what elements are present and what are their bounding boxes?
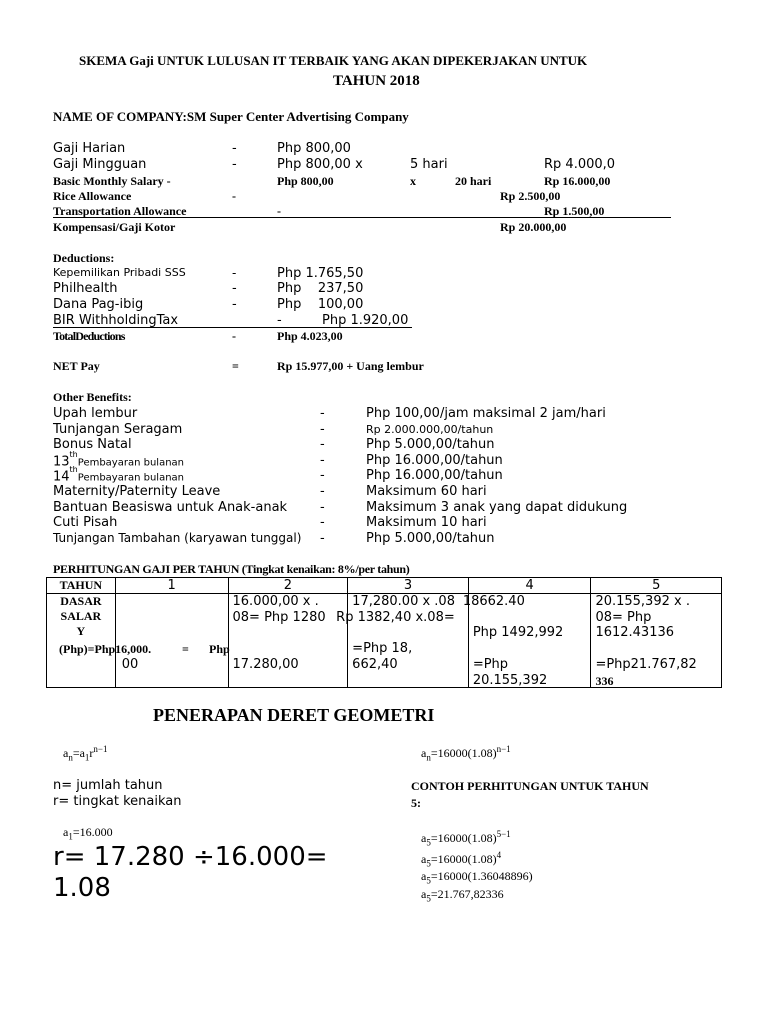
- deduction-pagibig: Dana Pag-ibig - Php 100,00: [53, 297, 364, 312]
- divider: [53, 327, 412, 328]
- r-computation-line2: 1.08: [53, 873, 111, 903]
- table-cell: 20.155,392 x . 08= Php 1612.43136 =Php21.767,82 336: [591, 594, 722, 688]
- benefit-item: Bantuan Beasiswa untuk Anak-anak - Maksimum 3 anak yang dapat didukung: [53, 500, 628, 515]
- deductions-heading: Deductions:: [53, 251, 115, 265]
- a1-value: $a_1=16.000$: [63, 825, 113, 842]
- table-cell: 16.000,00 x . 08= Php 1280 17.280,00: [228, 594, 348, 688]
- salary-transport: Transportation Allowance - Rp 1.500,00: [53, 204, 605, 218]
- benefit-item: 13thPembayaran bulanan - Php 16.000,00/tahun: [53, 450, 503, 470]
- deduction-philhealth: Philhealth - Php 237,50: [53, 281, 364, 296]
- salary-mingguan: Gaji Mingguan - Php 800,00 x 5 hari Rp 4.000,0: [53, 157, 616, 172]
- step-2: $a_5=16000(1.08)^4$: [421, 850, 502, 869]
- benefit-item: Upah lembur - Php 100,00/jam maksimal 2 jam/hari: [53, 406, 606, 421]
- company-name: NAME OF COMPANY:SM Super Center Advertising Company: [53, 109, 409, 124]
- benefit-item: Bonus Natal - Php 5.000,00/tahun: [53, 437, 495, 452]
- divider: [53, 217, 671, 218]
- deduction-sss: Kepemilikan Pribadi SSS - Php 1.765,50: [53, 266, 364, 281]
- formula-specific: $a_n=16000(1.08)^{n-1}$: [421, 744, 511, 763]
- table-header: TAHUN: [47, 578, 116, 594]
- contoh-heading-1: CONTOH PERHITUNGAN UNTUK TAHUN: [411, 779, 649, 793]
- formula-general: $a_n=a_1r^{n-1}$: [63, 744, 108, 763]
- table-header: 4: [468, 578, 591, 594]
- step-4: $a_5=21.767,82336$: [421, 887, 504, 904]
- table-cell: 00: [115, 594, 228, 688]
- table-header-row: [47, 578, 722, 594]
- salary-kompensasi: Kompensasi/Gaji Kotor Rp 20.000,00: [53, 220, 567, 234]
- benefits-heading: Other Benefits:: [53, 390, 132, 404]
- deduction-bir: BIR WithholdingTax - Php 1.920,00: [53, 313, 409, 328]
- benefit-item: Maternity/Paternity Leave - Maksimum 60 hari: [53, 484, 487, 499]
- benefit-item: Tunjangan Seragam - Rp 2.000.000,00/tahun: [53, 422, 494, 437]
- salary-monthly: Basic Monthly Salary - Php 800,00 x 20 hari Rp 16.000,00: [53, 174, 611, 188]
- table-header: 3: [348, 578, 469, 594]
- yearly-heading: PERHITUNGAN GAJI PER TAHUN (Tingkat kenaikan: 8%/per tahun): [53, 562, 410, 576]
- benefit-item: Tunjangan Tambahan (karyawan tunggal) - Php 5.000,00/tahun: [53, 531, 495, 546]
- step-3: $a_5=16000(1.36048896)$: [421, 869, 533, 886]
- benefit-item: Cuti Pisah - Maksimum 10 hari: [53, 515, 487, 530]
- contoh-heading-2: 5:: [411, 796, 421, 810]
- table-row: [47, 594, 722, 688]
- salary-harian: Gaji Harian - Php 800,00: [53, 141, 351, 156]
- table-cell: DASAR SALAR Y (Php)=Php16,000. = Php: [47, 594, 116, 688]
- table-header: 2: [228, 578, 348, 594]
- page-title-line1: SKEMA Gaji UNTUK LULUSAN IT TERBAIK YANG AKAN DIPEKERJAKAN UNTUK: [79, 53, 588, 68]
- table-cell: 18662.40 Php 1492,992 =Php 20.155,392: [468, 594, 591, 688]
- table-header: 1: [115, 578, 228, 594]
- table-header: 5: [591, 578, 722, 594]
- net-pay: NET Pay = Rp 15.977,00 + Uang lembur: [53, 359, 424, 373]
- deduction-total: TotalDeductions - Php 4.023,00: [53, 329, 343, 343]
- yearly-table: [46, 577, 722, 688]
- table-cell: 17,280.00 x .08 Rp 1382,40 x.08= =Php 18, 662,40: [348, 594, 469, 688]
- benefit-item: 14thPembayaran bulanan - Php 16.000,00/tahun: [53, 465, 503, 485]
- step-1: $a_5=16000(1.08)^{5-1}$: [421, 829, 511, 848]
- salary-rice: Rice Allowance - Rp 2.500,00: [53, 189, 561, 203]
- r-definition: r= tingkat kenaikan: [53, 794, 182, 809]
- geo-heading: PENERAPAN DERET GEOMETRI: [153, 705, 435, 725]
- page-title-line2: TAHUN 2018: [333, 73, 420, 89]
- n-definition: n= jumlah tahun: [53, 778, 163, 793]
- r-computation-line1: r= 17.280 ÷16.000=: [53, 842, 328, 872]
